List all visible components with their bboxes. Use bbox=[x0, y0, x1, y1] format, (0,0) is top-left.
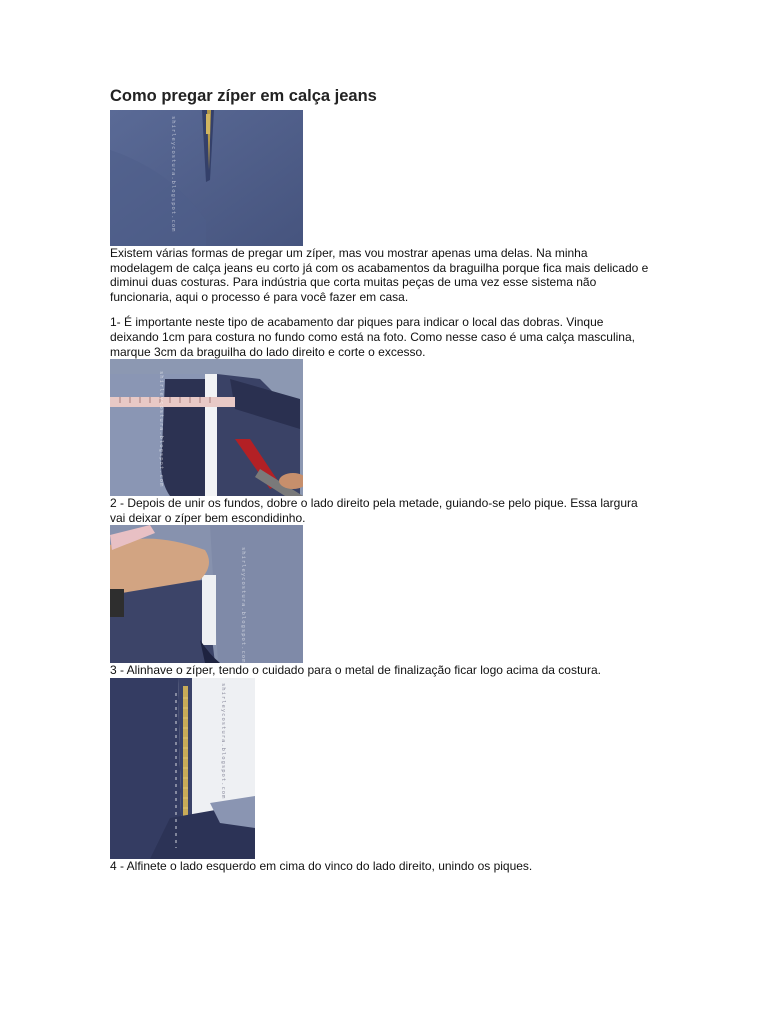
step-4-text: 4 - Alfinete o lado esquerdo em cima do vinco do lado direito, unindo os piques. bbox=[110, 858, 533, 873]
step-2-text: 2 - Depois de unir os fundos, dobre o lado direito pela metade, guiando-se pelo pique. Essa largura vai deixar o zíper bem escondidinho. bbox=[110, 496, 638, 525]
photo-step-1-cutting bbox=[110, 359, 303, 496]
photo-step-2-folding bbox=[110, 525, 303, 663]
document-page bbox=[110, 86, 650, 874]
page-title: Como pregar zíper em calça jeans bbox=[110, 87, 377, 105]
photo-zipper-closeup bbox=[110, 110, 303, 246]
photo-watermark: shirleycostura.blogspot.com bbox=[170, 116, 176, 233]
photo-watermark: shirleycostura.blogspot.com bbox=[220, 682, 226, 800]
photo-watermark: shirleycostura.blogspot.com bbox=[158, 371, 164, 488]
photo-step-3-basting bbox=[110, 678, 255, 859]
step-1-text: 1- É importante neste tipo de acabamento dar piques para indicar o local das dobras. Vinque deixando 1cm para costura no fundo como está na foto. Como nesse caso é uma calça masculina, marque 3cm da braguilha do lado direito e corte o excesso. bbox=[110, 315, 635, 359]
photo-watermark: shirleycostura.blogspot.com bbox=[240, 547, 246, 664]
intro-paragraph: Existem várias formas de pregar um zíper, mas vou mostrar apenas uma delas. Na minha modelagem de calça jeans eu corto já com os acabamentos da braguilha porque fica mais delicado e diminui duas costuras. Para indústria que corta muitas peças de uma vez esse sistema não funcionaria, aqui o processo é para você fazer em casa. bbox=[110, 246, 649, 304]
step-3-text: 3 - Alinhave o zíper, tendo o cuidado para o metal de finalização ficar logo acima da costura. bbox=[110, 663, 601, 678]
